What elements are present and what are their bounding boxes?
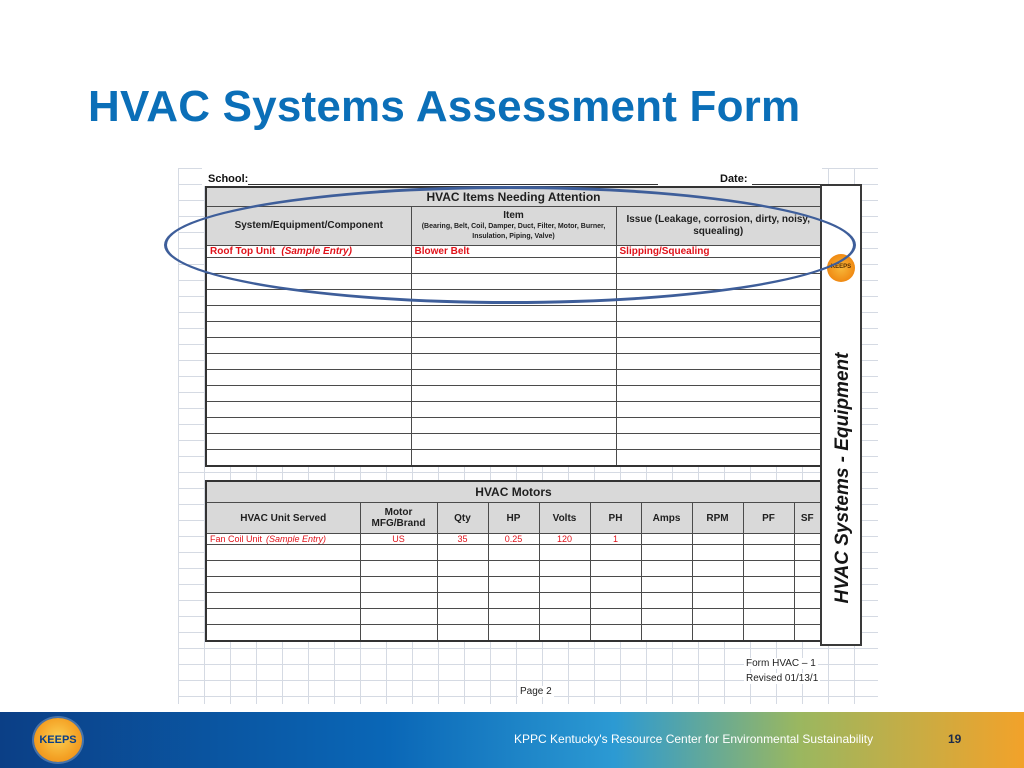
table-row <box>206 290 821 306</box>
header-issue: Issue (Leakage, corrosion, dirty, noisy, squealing) <box>616 207 821 246</box>
header-system: System/Equipment/Component <box>206 207 411 246</box>
table-row <box>206 274 821 290</box>
table-row <box>206 450 821 467</box>
header-qty: Qty <box>437 503 488 534</box>
header-item-sub: (Bearing, Belt, Coil, Damper, Duct, Filter, Motor, Burner, Insulation, Piping, Valve) <box>421 223 606 240</box>
form-page: Page 2 <box>520 686 552 697</box>
table-row <box>206 561 821 577</box>
sample-system: Roof Top Unit <box>210 246 276 257</box>
header-ph: PH <box>590 503 641 534</box>
table-row <box>206 593 821 609</box>
table-row <box>206 322 821 338</box>
form-header <box>202 168 822 186</box>
side-banner <box>820 184 862 646</box>
slide-title: HVAC Systems Assessment Form <box>88 82 801 131</box>
table-row <box>206 609 821 625</box>
table-row <box>206 418 821 434</box>
table-row <box>206 246 821 258</box>
keeps-sun-logo <box>827 254 855 282</box>
attention-table <box>205 186 822 467</box>
table-row <box>206 534 821 545</box>
table-row <box>206 402 821 418</box>
table-row <box>206 577 821 593</box>
table-row <box>206 386 821 402</box>
header-pf: PF <box>743 503 794 534</box>
table-row <box>206 258 821 274</box>
sample-hp: 0.25 <box>488 534 539 545</box>
keeps-logo-label: KEEPS <box>39 734 77 746</box>
header-sf: SF <box>794 503 821 534</box>
form-code: Form HVAC – 1 <box>746 658 816 669</box>
sample-system-cell <box>206 246 411 258</box>
school-blank <box>248 184 658 185</box>
header-item-title: Item <box>503 210 524 221</box>
sample-note: (Sample Entry) <box>281 246 352 257</box>
header-volts: Volts <box>539 503 590 534</box>
sample-motor-note: (Sample Entry) <box>266 534 327 544</box>
header-rpm: RPM <box>692 503 743 534</box>
footer-bar <box>0 712 1024 768</box>
table-row <box>206 434 821 450</box>
table-row <box>206 370 821 386</box>
assessment-form-image <box>178 168 878 704</box>
school-label: School: <box>208 173 249 185</box>
sample-qty: 35 <box>437 534 488 545</box>
sample-unit: Fan Coil Unit <box>210 534 263 544</box>
slide-page-number: 19 <box>948 732 962 746</box>
date-label: Date: <box>720 173 748 185</box>
form-revised: Revised 01/13/1 <box>746 673 819 684</box>
header-item <box>411 207 616 246</box>
side-title: HVAC Systems - Equipment <box>832 352 853 604</box>
sample-brand: US <box>360 534 437 545</box>
header-amps: Amps <box>641 503 692 534</box>
header-motor-brand: Motor MFG/Brand <box>360 503 437 534</box>
table-row <box>206 306 821 322</box>
motors-table <box>205 480 822 642</box>
header-unit-served: HVAC Unit Served <box>206 503 360 534</box>
side-logo-placeholder <box>832 194 856 252</box>
sample-item: Blower Belt <box>411 246 616 258</box>
footer-organization: KPPC Kentucky's Resource Center for Environmental Sustainability <box>514 732 874 746</box>
header-hp: HP <box>488 503 539 534</box>
table-row <box>206 625 821 642</box>
keeps-logo <box>34 718 82 762</box>
attention-title: HVAC Items Needing Attention <box>206 187 821 207</box>
sample-issue: Slipping/Squealing <box>616 246 821 258</box>
sample-unit-cell <box>206 534 360 545</box>
table-row <box>206 545 821 561</box>
side-logo-label: KEEPS <box>830 264 852 270</box>
motors-title: HVAC Motors <box>206 481 821 503</box>
table-row <box>206 338 821 354</box>
sample-ph: 1 <box>590 534 641 545</box>
table-row <box>206 354 821 370</box>
sample-volts: 120 <box>539 534 590 545</box>
